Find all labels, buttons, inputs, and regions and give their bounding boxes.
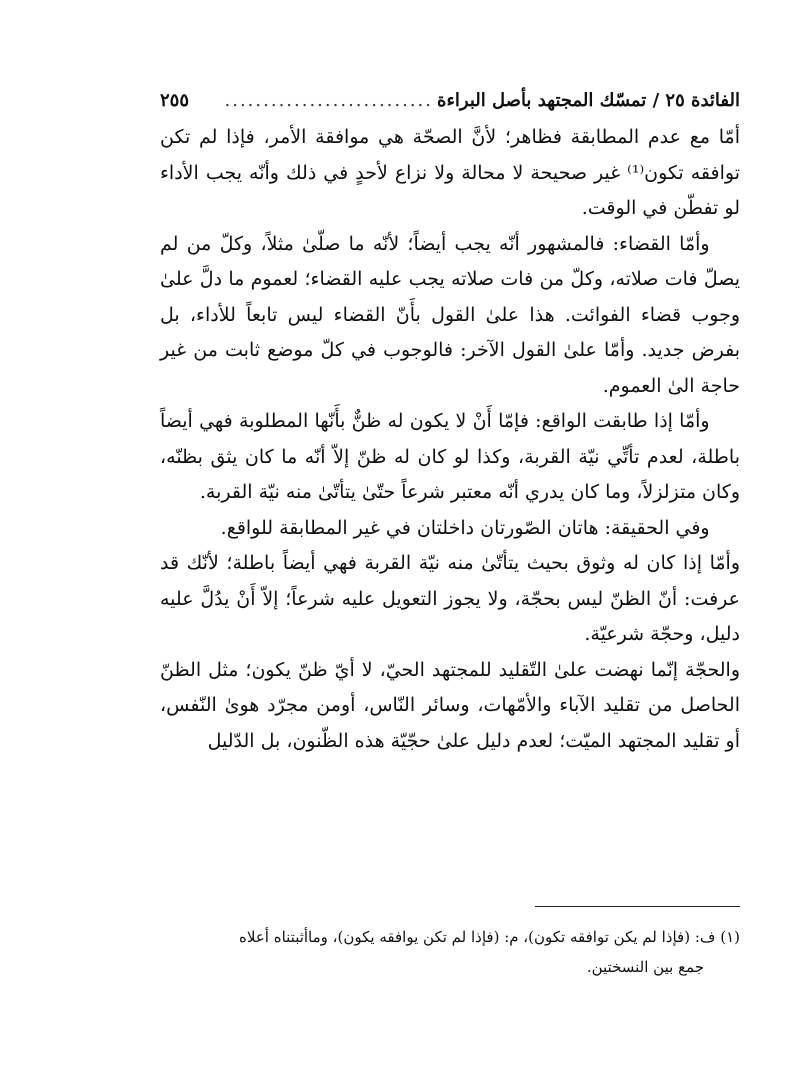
footnote-marker: (١) [720, 928, 740, 946]
paragraph-3: وأمّا إذا طابقت الواقع: فإمّا أَنْ لا يكون له ظنٌّ بأَنّها المطلوبة فهي أيضاً باطلة، لعدم تأتِّي نيّة القربة، وكذا لو كان له ظنّ إلاّ أنّه ما كان يثق بظنّه، وكان متزلزلاً، وما كان يدري أنّه معتبر شرعاً حتّىٰ يتأتّىٰ منه نيّة القربة. [160, 410, 740, 503]
paragraph-1: أمّا مع عدم المطابقة فظاهر؛ لأنَّ الصحّة هي موافقة الأمر، فإذا لم تكن توافقه تكون⁽¹⁾ غير صحيحة لا محالة ولا نزاع لأحدٍ في ذلك وأنّه يجب الأداء لو تفطّن في الوقت. [160, 126, 740, 219]
footnote-separator [535, 906, 740, 907]
main-text [160, 120, 740, 759]
running-header [160, 84, 740, 116]
header-title: الفائدة ٢٥ / تمسّك المجتهد بأصل البراءة [437, 89, 740, 111]
footnote-1-line-1 [160, 922, 740, 952]
header-leader-dots: ........................... [224, 89, 434, 111]
footnote-block [160, 922, 740, 982]
footnote-text: ف: (فإذا لم يكن توافقه تكون)، م: (فإذا لم تكن يوافقه يكون)، وماأثبتناه أعلاه [239, 928, 716, 946]
footnote-1-line-2: جمع بين النسختين. [586, 958, 704, 976]
paragraph-2: وأمّا القضاء: فالمشهور أنّه يجب أيضاً؛ لأنّه ما صلّىٰ مثلاً، وكلّ من لم يصلّ فات صلاته، وكلّ من فات صلاته يجب عليه القضاء؛ لعموم ما دلَّ علىٰ وجوب قضاء الفوائت. هذا علىٰ القول بأَنّ القضاء ليس تابعاً للأداء، بل بفرض جديد. وأمّا علىٰ القول الآخر: فالوجوب في كلّ موضع ثابت من غير حاجة الىٰ العموم. [160, 232, 740, 397]
paragraph-6: والحجّة إنّما نهضت علىٰ التّقليد للمجتهد الحيّ، لا أيّ ظنّ يكون؛ مثل الظنّ الحاصل من تقليد الآباء والأمّهات، وسائر النّاس، أومن مجرّد هوىٰ النّفس، أو تقليد المجتهد الميّت؛ لعدم دليل علىٰ حجّيّة هذه الظّنون، بل الدّليل [160, 658, 740, 752]
paragraph-4: وفي الحقيقة: هاتان الصّورتان داخلتان في غير المطابقة للواقع. [220, 516, 710, 539]
paragraph-5: وأمّا إذا كان له وثوق بحيث يتأتّىٰ منه نيّة القربة فهي أيضاً باطلة؛ لأنّك قد عرفت: أنّ الظنّ ليس بحجّة، ولا يجوز التعويل عليه شرعاً؛ إلاّ أَنْ يدُلَّ عليه دليل، وحجّة شرعيّة. [160, 552, 740, 645]
page-number: ٢٥٥ [160, 89, 190, 111]
